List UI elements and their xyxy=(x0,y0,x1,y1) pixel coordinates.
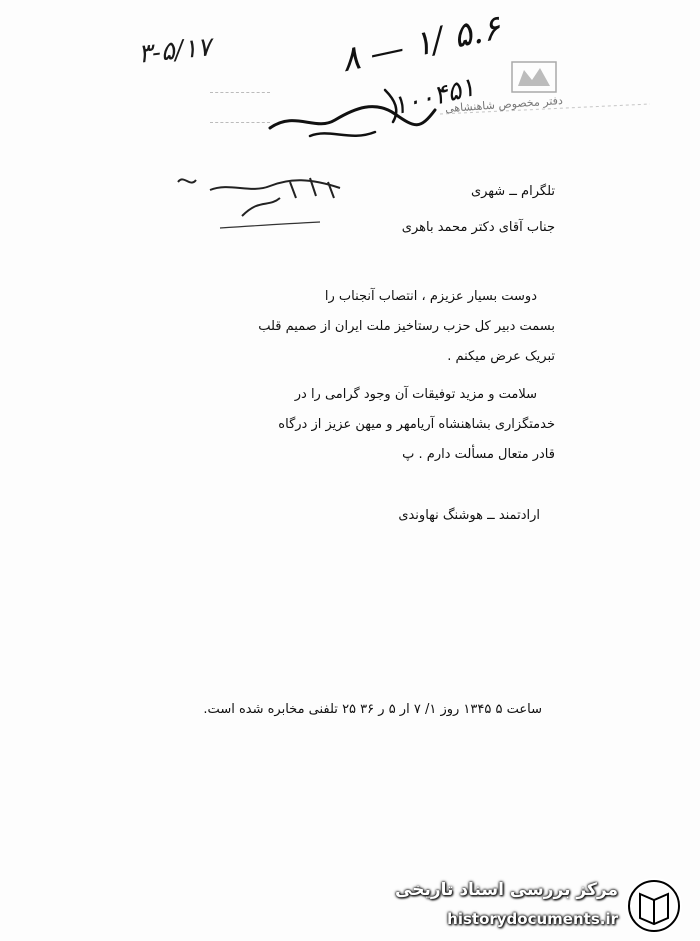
body-line: دوست بسیار عزیزم ، انتصاب آنجناب را xyxy=(324,289,537,304)
body-line: سلامت و مزید توفیقات آن وجود گرامی را در xyxy=(294,387,537,402)
handwritten-top-number: ۸ — ۱/ ۵.۶ xyxy=(337,7,505,81)
handwritten-reference-left: ۳-۵/۱۷ xyxy=(136,32,213,70)
watermark-site: historydocuments.ir xyxy=(447,910,618,928)
registry-caption: دفتر مخصوص شاهنشاهی xyxy=(444,93,564,116)
watermark-name: مرکز بررسی اسناد تاریخی xyxy=(395,880,618,900)
body-line: بسمت دبیر کل حزب رستاخیز ملت ایران از صمیم قلب xyxy=(258,319,555,334)
telegram-body xyxy=(235,282,555,470)
signature-scribble xyxy=(255,70,445,150)
handwritten-registry-number: ۱۰۰۴۵۱ xyxy=(389,72,479,122)
body-line: خدمتگزاری بشاهنشاه آریامهر و میهن عزیز از درگاه xyxy=(278,417,555,432)
telegram-title: تلگرام ــ شهری xyxy=(470,184,555,199)
handwritten-note-scribble xyxy=(170,168,380,238)
body-line: تبریک عرض میکنم . xyxy=(447,349,555,364)
transmission-note: ساعت ۵ ۱۳۴۵ روز ۱/ ۷ ار ۵ ر ۳۶ ۲۵ تلفنی مخابره شده است. xyxy=(203,702,542,717)
body-line: قادر متعال مسألت دارم . پ xyxy=(402,447,555,462)
signoff: ارادتمند ــ هوشنگ نهاوندی xyxy=(398,508,540,523)
recipient-line: جناب آقای دکتر محمد باهری xyxy=(401,220,555,235)
book-logo-icon xyxy=(624,878,688,934)
